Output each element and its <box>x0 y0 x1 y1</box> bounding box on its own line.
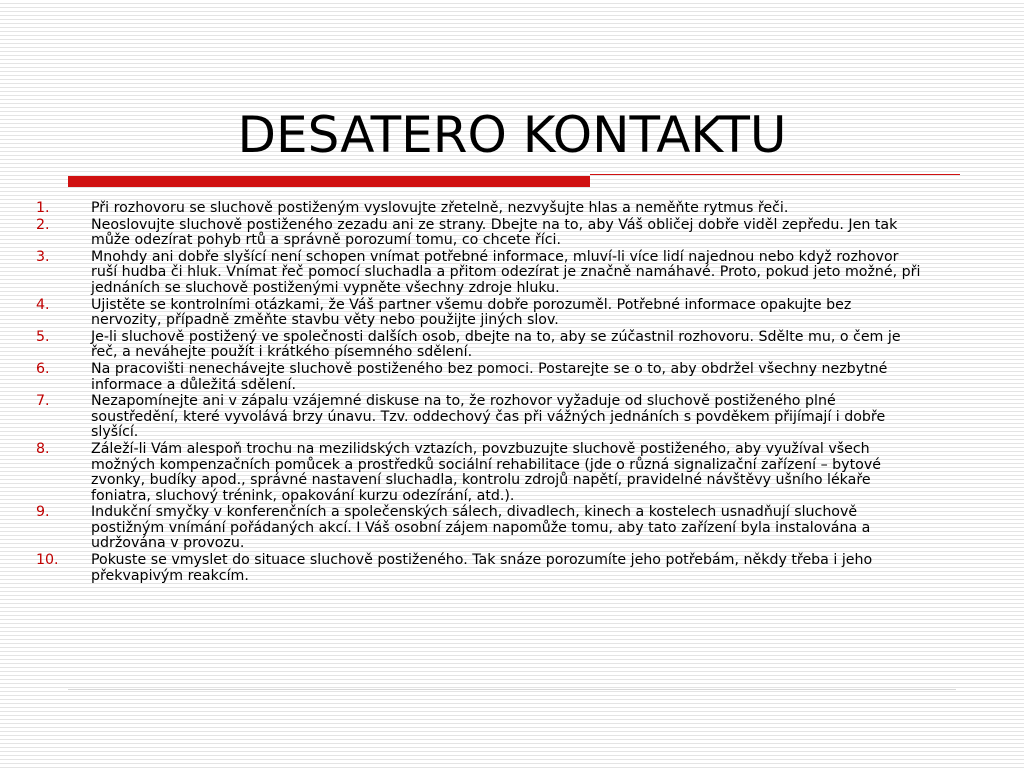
list-item-number: 9. <box>36 504 50 521</box>
list-item-number: 3. <box>36 248 50 265</box>
list-item-number: 4. <box>36 296 50 313</box>
list-item-number: 2. <box>36 216 50 233</box>
list-item-text: Pokuste se vmyslet do situace sluchově postiženého. Tak snáze porozumíte jeho potřebám, někdy třeba i jeho překvapivým reakcím. <box>91 552 873 584</box>
bottom-divider <box>68 689 956 690</box>
list-item-number: 5. <box>36 328 50 345</box>
list-item-text: Záleží-li Vám alespoň trochu na mezilidských vztazích, povzbuzujte sluchově postiženého, aby využíval všech možných kompenzačních pomůcek a prostředků sociální rehabilitace (jde o různá signalizační zařízení – bytové zvonky, budíky apod., správné nastavení sluchadla, kontrolu zdrojů napětí, pravidelné návštěvy ušního lékaře foniatra, sluchový trénink, opakování kurzu odezírání, atd.). <box>91 440 881 504</box>
list-item-text: Při rozhovoru se sluchově postiženým vyslovujte zřetelně, nezvyšujte hlas a neměňte rytmus řeči. <box>91 200 789 216</box>
list-item-number: 6. <box>36 360 50 377</box>
list-item <box>36 298 926 329</box>
numbered-list <box>36 201 926 585</box>
list-item-number: 1. <box>36 200 50 216</box>
list-item-number: 7. <box>36 393 50 410</box>
list-item <box>36 505 926 552</box>
slide-title: DESATERO KONTAKTU <box>237 106 787 164</box>
list-item <box>36 442 926 504</box>
list-item-text: Neoslovujte sluchově postiženého zezadu ani ze strany. Dbejte na to, aby Váš obličej dobře viděl zepředu. Jen tak může odezírat pohyb rtů a správně porozumí tomu, co chcete říci. <box>91 216 898 249</box>
list-item <box>36 394 926 441</box>
list-item-text: Na pracovišti nenechávejte sluchově postiženého bez pomoci. Postarejte se o to, aby obdržel všechny nezbytné informace a důležitá sdělení. <box>91 360 888 393</box>
list-item <box>36 218 926 249</box>
list-item <box>36 553 926 584</box>
list-item-number: 8. <box>36 440 50 457</box>
list-item <box>36 330 926 361</box>
list-item-number: 10. <box>36 552 59 569</box>
list-item-text: Mnohdy ani dobře slyšící není schopen vnímat potřebné informace, mluví-li více lidí najednou nebo když rozhovor ruší hudba či hluk. Vnímat řeč pomocí sluchadla a přitom odezírat je značně namáhavé. Proto, pokud jeto možné, při jednáních se sluchově postiženými vypněte všechny zdroje hluku. <box>91 248 921 296</box>
title-underline-thin <box>590 174 960 175</box>
list-item-text: Nezapomínejte ani v zápalu vzájemné diskuse na to, že rozhovor vyžaduje od sluchově postiženého plné soustředění, které vyvolává brzy únavu. Tzv. oddechový čas při vážných jednáních s povděkem přijímají i dobře slyšící. <box>91 393 886 441</box>
title-underline-accent <box>68 176 590 187</box>
list-item-text: Indukční smyčky v konferenčních a společenských sálech, divadlech, kinech a kostelech usnadňují sluchově postižným vnímání pořádaných akcí. I Váš osobní zájem napomůže tomu, aby tato zařízení byla instalována a udržována v provozu. <box>91 504 871 552</box>
list-item <box>36 201 926 217</box>
list-item-text: Ujistěte se kontrolními otázkami, že Váš partner všemu dobře porozuměl. Potřebné informace opakujte bez nervozity, případně změňte stavbu věty nebo použijte jiných slov. <box>91 296 852 329</box>
list-item <box>36 250 926 297</box>
list-item-text: Je-li sluchově postižený ve společnosti dalších osob, dbejte na to, aby se zúčastnil rozhovoru. Sdělte mu, o čem je řeč, a neváhejte použít i krátkého písemného sdělení. <box>91 328 901 361</box>
list-item <box>36 362 926 393</box>
